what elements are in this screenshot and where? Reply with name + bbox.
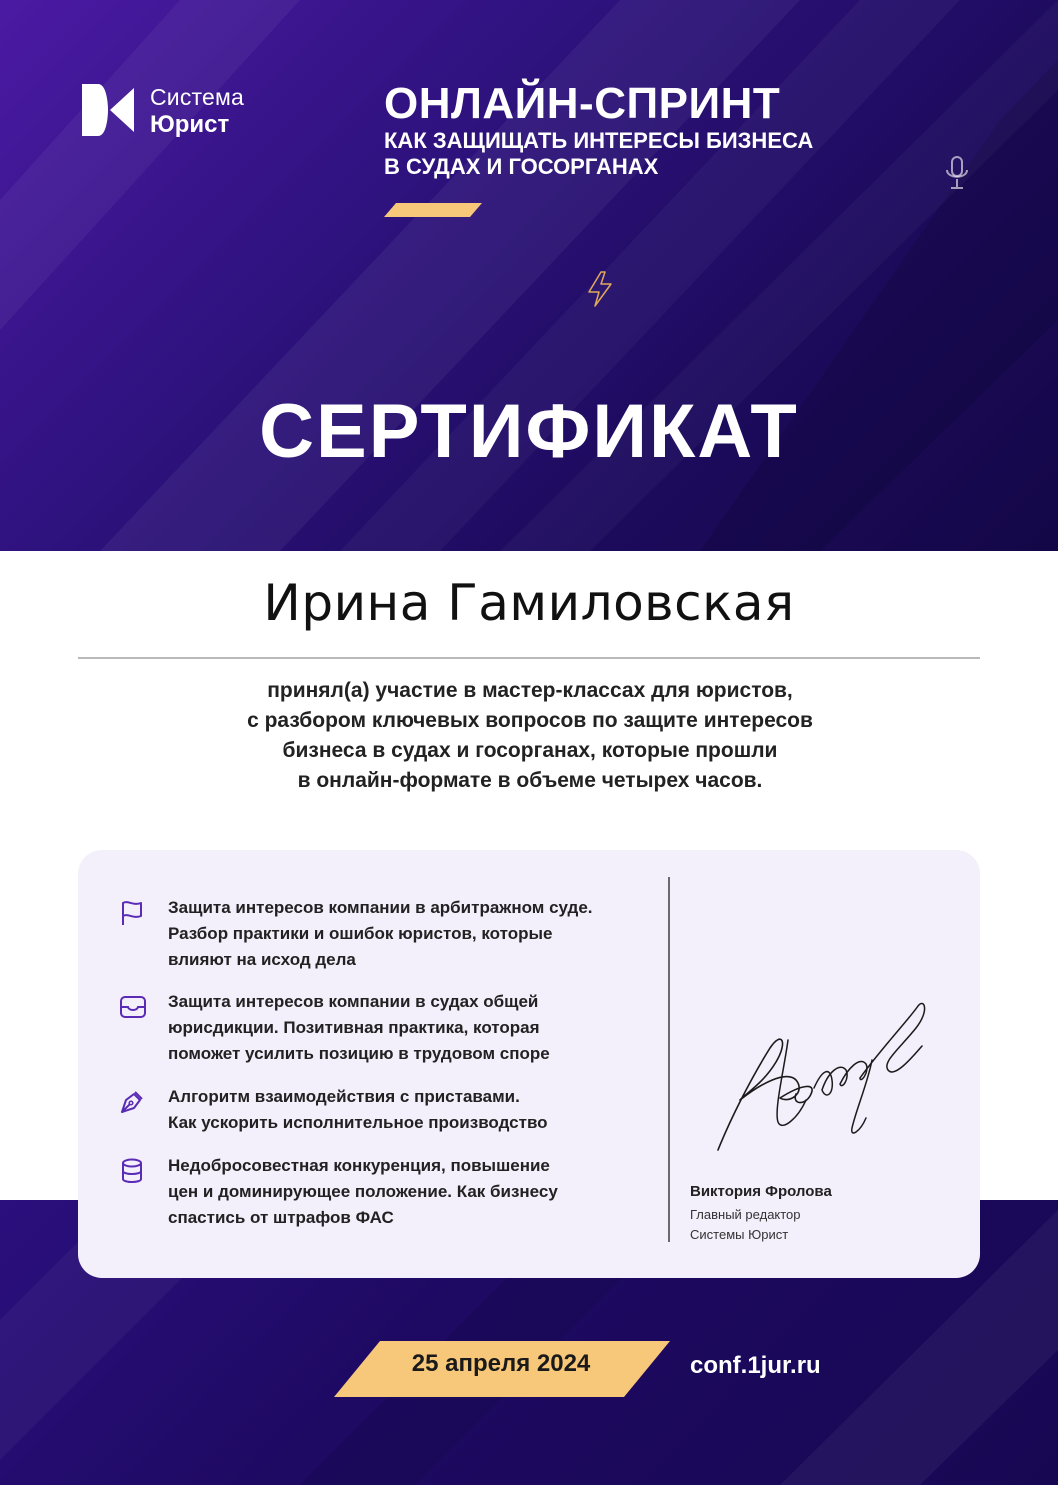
flag-icon — [118, 899, 146, 927]
signer-role-line: Главный редактор — [690, 1207, 801, 1222]
microphone-icon — [944, 155, 970, 191]
lightning-icon — [585, 270, 615, 308]
topic-line: Алгоритм взаимодействия с приставами. — [168, 1087, 520, 1106]
brand-name-line2: Юрист — [150, 111, 230, 138]
signer-role-line: Системы Юрист — [690, 1227, 789, 1242]
recipient-name: Ирина Гамиловская — [263, 574, 795, 632]
recipient-underline — [78, 657, 980, 659]
sistema-yurist-logo-icon — [80, 82, 136, 138]
header-band — [0, 0, 1058, 551]
pen-nib-icon — [118, 1088, 146, 1116]
website-link[interactable]: conf.1jur.ru — [690, 1352, 821, 1379]
topic-line: юрисдикции. Позитивная практика, которая — [168, 1018, 540, 1037]
accent-dash — [384, 203, 484, 217]
topic-line: Защита интересов компании в арбитражном суде. — [168, 898, 593, 917]
topic-line: Защита интересов компании в судах общей — [168, 992, 539, 1011]
topic-line: Недобросовестная конкуренция, повышение — [168, 1156, 550, 1175]
event-title: ОНЛАЙН-СПРИНТ — [384, 79, 781, 128]
description-line: принял(а) участие в мастер-классах для юристов, — [267, 679, 793, 702]
event-date: 25 апреля 2024 — [411, 1350, 591, 1377]
topic-line: Как ускорить исполнительное производство — [168, 1113, 548, 1132]
topic-text — [168, 1084, 668, 1136]
description-line: в онлайн-формате в объеме четырех часов. — [297, 769, 763, 792]
brand-logo — [80, 80, 280, 140]
topic-line: Разбор практики и ошибок юристов, которые — [168, 924, 553, 943]
event-subtitle-line: В СУДАХ И ГОСОРГАНАХ — [384, 154, 659, 179]
description-line: бизнеса в судах и госорганах, которые прошли — [282, 739, 778, 762]
topic-line: влияют на исход дела — [168, 950, 356, 969]
signer-name: Виктория Фролова — [690, 1183, 832, 1200]
brand-name-line1: Система — [150, 84, 245, 110]
certificate-heading: СЕРТИФИКАТ — [259, 389, 799, 474]
handwritten-signature — [710, 1000, 950, 1160]
topic-text — [168, 895, 668, 973]
topic-text — [168, 1153, 668, 1231]
topic-line: поможет усилить позицию в трудовом споре — [168, 1044, 550, 1063]
event-subtitle — [384, 128, 904, 180]
card-divider — [668, 877, 670, 1242]
topic-line: спастись от штрафов ФАС — [168, 1208, 394, 1227]
signer-role — [690, 1205, 801, 1245]
description-line: с разбором ключевых вопросов по защите интересов — [247, 709, 813, 732]
certificate-description — [150, 676, 910, 796]
topic-text — [168, 989, 668, 1067]
database-icon — [118, 1157, 146, 1185]
inbox-icon — [118, 993, 148, 1021]
event-subtitle-line: КАК ЗАЩИЩАТЬ ИНТЕРЕСЫ БИЗНЕСА — [384, 128, 814, 153]
topic-line: цен и доминирующее положение. Как бизнесу — [168, 1182, 558, 1201]
topics-card — [78, 850, 980, 1278]
